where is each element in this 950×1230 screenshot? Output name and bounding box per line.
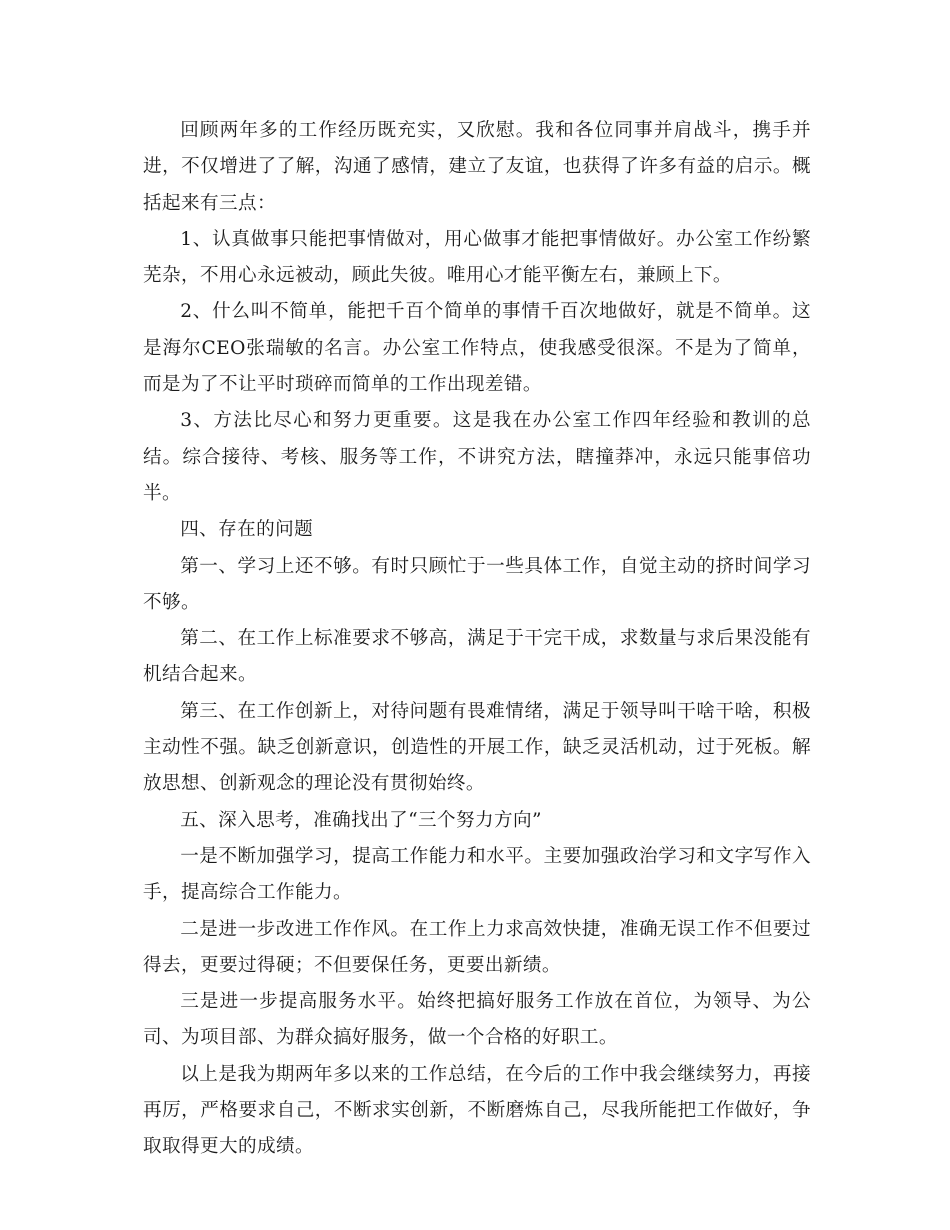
section-heading-problems: 四、存在的问题 <box>180 519 314 541</box>
paragraph-problem-1: 第一、学习上还不够。有时只顾忙于一些具体工作，自觉主动的挤时间学习不够。 <box>143 555 811 613</box>
paragraph-direction-2: 二是进一步改进工作作风。在工作上力求高效快捷，准确无误工作不但要过得去，更要过得硬；不但要保任务，更要出新绩。 <box>143 918 811 976</box>
paragraph-conclusion: 以上是我为期两年多以来的工作总结，在今后的工作中我会继续努力，再接再厉，严格要求自己，不断求实创新，不断磨炼自己，尽我所能把工作做好，争取取得更大的成绩。 <box>143 1063 811 1158</box>
paragraph-point-3: 3、方法比尽心和努力更重要。这是我在办公室工作四年经验和教训的总结。综合接待、考核、服务等工作，不讲究方法，瞎撞莽冲，永远只能事倍功半。 <box>143 410 811 504</box>
paragraph-problem-3: 第三、在工作创新上，对待问题有畏难情绪，满足于领导叫干啥干啥，积极主动性不强。缺乏创新意识，创造性的开展工作，缺乏灵活机动，过于死板。解放思想、创新观念的理论没有贯彻始终。 <box>143 700 811 795</box>
paragraph-intro: 回顾两年多的工作经历既充实，又欣慰。我和各位同事并肩战斗，携手并进，不仅增进了了解，沟通了感情，建立了友谊，也获得了许多有益的启示。概括起来有三点： <box>143 120 811 214</box>
paragraph-point-1: 1、认真做事只能把事情做对，用心做事才能把事情做好。办公室工作纷繁芜杂，不用心永远被动，顾此失彼。唯用心才能平衡左右，兼顾上下。 <box>143 228 811 287</box>
document-body <box>143 113 811 1166</box>
paragraph-point-2: 2、什么叫不简单，能把千百个简单的事情千百次地做好，就是不简单。这是海尔CEO张瑞敏的名言。办公室工作特点，使我感受很深。不是为了简单，而是为了不让平时琐碎而简单的工作出现差错。 <box>143 301 811 396</box>
paragraph-direction-1: 一是不断加强学习，提高工作能力和水平。主要加强政治学习和文字写作入手，提高综合工作能力。 <box>143 845 811 904</box>
paragraph-direction-3: 三是进一步提高服务水平。始终把搞好服务工作放在首位，为领导、为公司、为项目部、为群众搞好服务，做一个合格的好职工。 <box>143 991 811 1049</box>
section-heading-directions: 五、深入思考，准确找出了“三个努力方向” <box>180 809 542 831</box>
paragraph-problem-2: 第二、在工作上标准要求不够高，满足于干完干成，求数量与求后果没能有机结合起来。 <box>143 628 811 686</box>
